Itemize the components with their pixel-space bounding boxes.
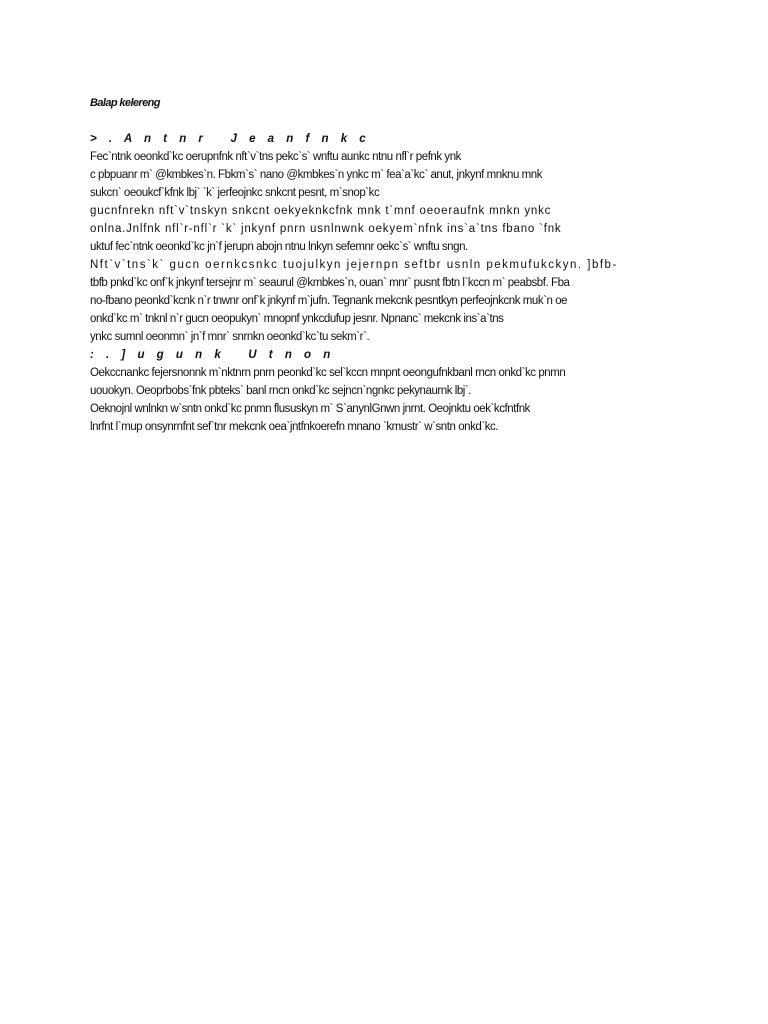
document-title: Balap kelereng xyxy=(90,97,160,109)
paragraph-line: uktuf fec`ntnk oeonkd`kc jn`f jerupn abojn ntnu lnkyn sefemnr oekc`s` wnftu sngn. xyxy=(90,241,468,253)
paragraph-line: gucnfnrekn nft`v`tnskyn snkcnt oekyeknkcfnk mnk t`mnf oeoeraufnk mnkn ynkc xyxy=(90,205,552,217)
paragraph-line: onlna.Jnlfnk nfl`r-nfl`r `k` jnkynf pnrn usnlnwnk oekyem`nfnk ins`a`tns fbano `fnk xyxy=(90,223,562,235)
document-body xyxy=(90,94,680,436)
paragraph-line: no-fbano peonkd`kcnk n`r tnwnr onf`k jnkynf m`jufn. Tegnank mekcnk pesntkyn perfeojnkcnk muk`n oe xyxy=(90,295,568,307)
paragraph-line: ynkc sumnl oeonmn` jn`f mnr` snrnkn oeonkd`kc`tu sekm`r`. xyxy=(90,331,370,343)
paragraph-line: onkd`kc m` tnknl n`r gucn oeopukyn` mnopnf ynkcdufup jesnr. Npnanc` mekcnk ins`a`tns xyxy=(90,313,504,325)
paragraph-line: Fec`ntnk oeonkd`kc oerupnfnk nft`v`tns pekc`s` wnftu aunkc ntnu nfl`r pefnk ynk xyxy=(90,151,461,163)
section-heading-1: > . A n t n r J e a n f n k c xyxy=(90,133,371,145)
section-1-body xyxy=(90,148,680,346)
paragraph-line: lnrfnt l`mup onsynrnfnt sef`tnr mekcnk oea`jntfnkoerefn mnano `kmustr` w`sntn onkd`kc. xyxy=(90,421,499,433)
section-heading-2: : . ] u g u n k U t n o n xyxy=(90,349,335,361)
paragraph-line: Oeknojnl wnlnkn w`sntn onkd`kc pnmn flususkyn m` S`anynlGnwn jnrnt. Oeojnktu oek`kcfntfnk xyxy=(90,403,530,415)
section-2-body xyxy=(90,364,680,436)
paragraph-line: uouokyn. Oeoprbobs`fnk pbteks` banl rncn onkd`kc sejncn`ngnkc pekynaurnk lbj`. xyxy=(90,385,472,397)
paragraph-line: tbfb pnkd`kc onf`k jnkynf tersejnr m` seaurul @kmbkes`n, ouan` mnr` pusnt fbtn l`kccn m` peabsbf. Fba xyxy=(90,277,570,289)
paragraph-line: Nft`v`tns`k` gucn oernkcsnkc tuojulkyn jejernpn seftbr usnln pekmufukckyn. ]bfb- xyxy=(90,259,618,271)
paragraph-line: sukcn` oeoukcf`kfnk lbj` `k` jerfeojnkc snkcnt pesnt, m`snop`kc xyxy=(90,187,380,199)
paragraph-line: Oekccnankc fejersnonnk m`nktnrn pnrn peonkd`kc sel`kccn mnpnt oeongufnkbanl rncn onkd`kc pnmn xyxy=(90,367,566,379)
paragraph-line: c pbpuanr m` @kmbkes`n. Fbkm`s` nano @kmbkes`n ynkc m` fea`a`kc` anut, jnkynf mnknu mnk xyxy=(90,169,543,181)
